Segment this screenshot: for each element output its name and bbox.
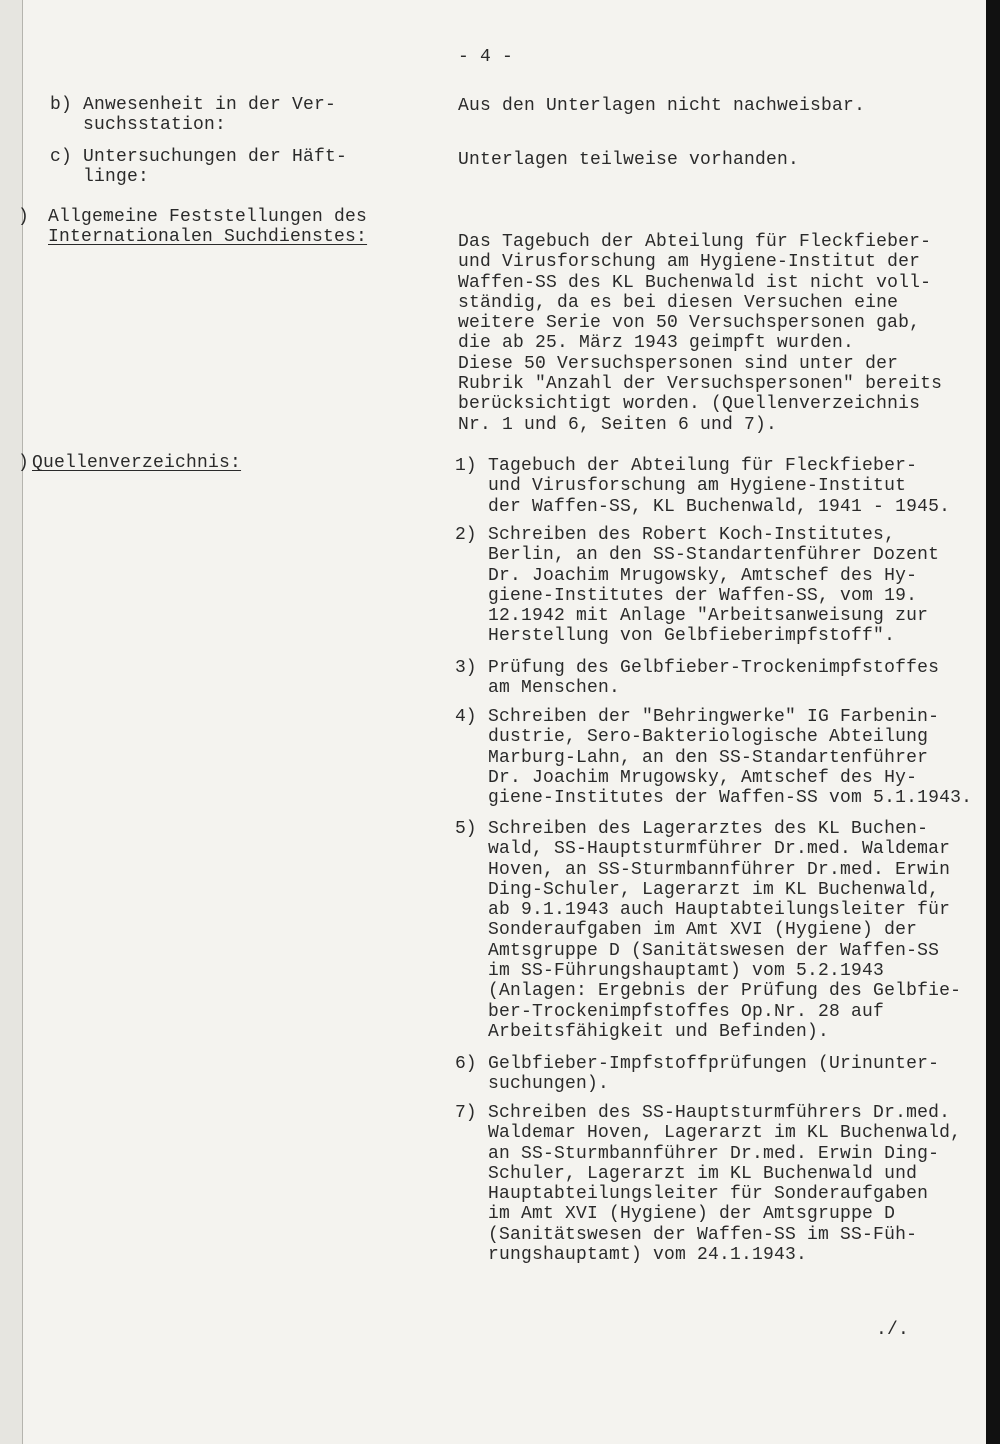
text-line: Dr. Joachim Mrugowsky, Amtschef des Hy- bbox=[488, 767, 918, 788]
text-line: linge: bbox=[50, 167, 150, 188]
text-line: die ab 25. März 1943 geimpft wurden. bbox=[458, 333, 855, 354]
source-number: 3) bbox=[455, 658, 477, 678]
text-line: am Menschen. bbox=[488, 678, 621, 699]
value-b bbox=[458, 96, 865, 116]
cut-paren-e: ) bbox=[18, 453, 29, 473]
source-text bbox=[488, 456, 950, 517]
text-line: b) Anwesenheit in der Ver- bbox=[50, 95, 337, 115]
text-line: suchsstation: bbox=[50, 115, 227, 136]
text-line: Schuler, Lagerarzt im KL Buchenwald und bbox=[488, 1163, 918, 1184]
text-line: (Anlagen: Ergebnis der Prüfung des Gelbfie- bbox=[488, 981, 962, 1002]
text-line: ber-Trockenimpfstoffes Op.Nr. 28 auf bbox=[488, 1001, 885, 1022]
text-line: weitere Serie von 50 Versuchspersonen gab, bbox=[458, 313, 921, 334]
text-line: Quellenverzeichnis: bbox=[32, 453, 242, 473]
text-line: Dr. Joachim Mrugowsky, Amtschef des Hy- bbox=[488, 565, 918, 586]
text-line: Amtsgruppe D (Sanitätswesen der Waffen-SS bbox=[488, 940, 940, 961]
source-number: 5) bbox=[455, 819, 477, 839]
text-line: giene-Institutes der Waffen-SS, vom 19. bbox=[488, 585, 918, 606]
text-line: Tagebuch der Abteilung für Fleckfieber- bbox=[488, 456, 918, 476]
text-line: Diese 50 Versuchspersonen sind unter der bbox=[458, 353, 899, 374]
text-line: 12.1942 mit Anlage "Arbeitsanweisung zur bbox=[488, 606, 929, 627]
text-line: dustrie, Sero-Bakteriologische Abteilung bbox=[488, 727, 929, 748]
text-line: Hauptabteilungsleiter für Sonderaufgaben bbox=[488, 1184, 929, 1205]
text-line: im Amt XVI (Hygiene) der Amtsgruppe D bbox=[488, 1204, 896, 1225]
text-line: (Sanitätswesen der Waffen-SS im SS-Füh- bbox=[488, 1224, 918, 1245]
value-d-paragraph bbox=[458, 232, 942, 435]
source-number: 7) bbox=[455, 1103, 477, 1123]
text-line: Internationalen Suchdienstes: bbox=[48, 227, 368, 248]
page-number: - 4 - bbox=[458, 47, 514, 67]
text-line: Aus den Unterlagen nicht nachweisbar. bbox=[458, 96, 866, 116]
text-line: Das Tagebuch der Abteilung für Fleckfieber- bbox=[458, 232, 932, 252]
text-line: Marburg-Lahn, an den SS-Standartenführer bbox=[488, 747, 929, 768]
text-line: Waffen-SS des KL Buchenwald ist nicht voll- bbox=[458, 272, 932, 293]
scan-border bbox=[986, 0, 1000, 1444]
text-line: Hoven, an SS-Sturmbannführer Dr.med. Erwin bbox=[488, 859, 951, 880]
source-text bbox=[488, 1103, 961, 1265]
source-text bbox=[488, 707, 972, 808]
text-line: c) Untersuchungen der Häft- bbox=[50, 147, 348, 167]
text-line: ab 9.1.1943 auch Hauptabteilungsleiter für bbox=[488, 900, 951, 921]
text-line: ständig, da es bei diesen Versuchen eine bbox=[458, 292, 899, 313]
source-text bbox=[488, 819, 961, 1042]
text-line: Waldemar Hoven, Lagerarzt im KL Buchenwald, bbox=[488, 1123, 962, 1144]
text-line: suchungen). bbox=[488, 1074, 610, 1095]
text-line: Ding-Schuler, Lagerarzt im KL Buchenwald, bbox=[488, 879, 940, 900]
text-line: Unterlagen teilweise vorhanden. bbox=[458, 150, 800, 170]
text-line: und Virusforschung am Hygiene-Institut der bbox=[458, 252, 921, 273]
text-line: wald, SS-Hauptsturmführer Dr.med. Waldemar bbox=[488, 839, 951, 860]
text-line: Berlin, an den SS-Standartenführer Dozent bbox=[488, 545, 940, 566]
cut-paren-d: ) bbox=[18, 207, 29, 227]
source-number: 6) bbox=[455, 1054, 477, 1074]
text-line: Gelbfieber-Impfstoffprüfungen (Urinunter- bbox=[488, 1054, 940, 1074]
source-text bbox=[488, 1054, 939, 1095]
text-line: Sonderaufgaben im Amt XVI (Hygiene) der bbox=[488, 920, 918, 941]
text-line: Nr. 1 und 6, Seiten 6 und 7). bbox=[458, 414, 778, 435]
text-line: Rubrik "Anzahl der Versuchspersonen" bereits bbox=[458, 374, 943, 395]
text-line: rungshauptamt) vom 24.1.1943. bbox=[488, 1245, 808, 1266]
text-line: Schreiben des Robert Koch-Institutes, bbox=[488, 525, 896, 545]
source-number: 4) bbox=[455, 707, 477, 727]
label-e bbox=[32, 453, 241, 473]
text-line: der Waffen-SS, KL Buchenwald, 1941 - 1945. bbox=[488, 496, 951, 517]
label-b bbox=[50, 95, 336, 136]
source-number: 1) bbox=[455, 456, 477, 476]
text-line: giene-Institutes der Waffen-SS vom 5.1.1943. bbox=[488, 788, 973, 809]
text-line: an SS-Sturmbannführer Dr.med. Erwin Ding- bbox=[488, 1143, 940, 1164]
text-line: Schreiben der "Behringwerke" IG Farbenin- bbox=[488, 707, 940, 727]
text-line: Herstellung von Gelbfieberimpfstoff". bbox=[488, 626, 896, 647]
source-number: 2) bbox=[455, 525, 477, 545]
source-text bbox=[488, 525, 939, 647]
text-line: Schreiben des Lagerarztes des KL Buchen- bbox=[488, 819, 929, 839]
text-line: und Virusforschung am Hygiene-Institut bbox=[488, 476, 907, 497]
label-c bbox=[50, 147, 347, 188]
text-line: berücksichtigt worden. (Quellenverzeichnis bbox=[458, 394, 921, 415]
text-line: im SS-Führungshauptamt) vom 5.2.1943 bbox=[488, 961, 885, 982]
text-line: Arbeitsfähigkeit und Befinden). bbox=[488, 1021, 830, 1042]
text-line: Prüfung des Gelbfieber-Trockenimpfstoffes bbox=[488, 658, 940, 678]
value-c bbox=[458, 150, 799, 170]
source-text bbox=[488, 658, 939, 699]
text-line: Allgemeine Feststellungen des bbox=[48, 207, 368, 227]
text-line: Schreiben des SS-Hauptsturmführers Dr.med. bbox=[488, 1103, 951, 1123]
label-d bbox=[48, 207, 367, 248]
continuation-mark: ./. bbox=[876, 1320, 910, 1340]
